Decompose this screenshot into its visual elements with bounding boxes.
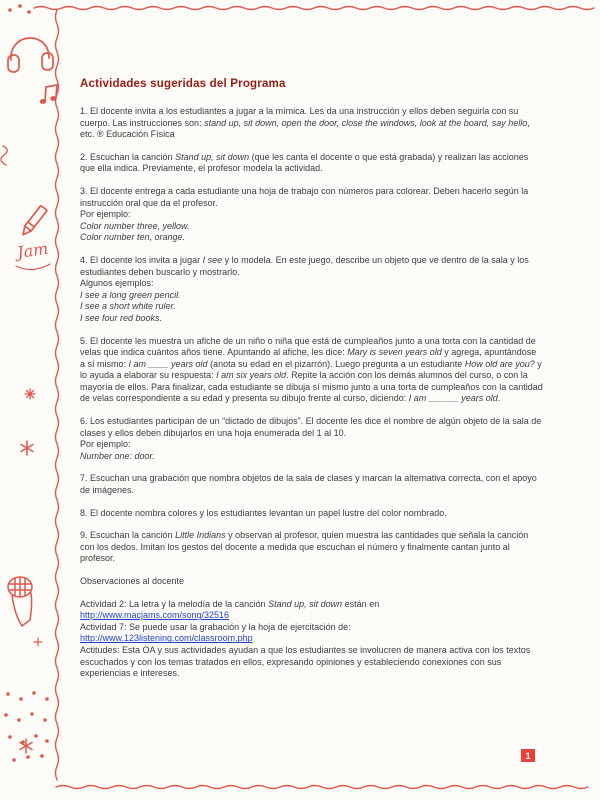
- italic-text-run: I see four red books.: [80, 312, 163, 323]
- text-run: Actitudes: Esta OA y sus actividades ayudan a que los estudiantes se involucren de manera activa con los textos escuchados y con los temas tratados en ellos, expresando opiniones y estableciendo conexiones con sus experiencias e intereses.: [80, 644, 531, 679]
- text-line: [80, 439, 543, 451]
- left-wavy-border: [56, 10, 59, 780]
- text-run: y lo ayuda a elaborar su respuesta:: [80, 358, 542, 381]
- text-run: Actividad 2: La letra y la melodía de la canción: [80, 598, 269, 609]
- text-line: [80, 416, 543, 439]
- text-run: Por ejemplo:: [80, 209, 131, 220]
- text-run: . Repite la acción con los demás alumnos del curso, o con la mayoría de ellos. Para finalizar, cada estudiante se dibuja sí mismo junto a una torta de cumpleaños con la cantidad de velas correspondiente a su edad y presenta su dibujo frente al curso, diciendo:: [80, 370, 543, 404]
- headphones-icon: [8, 38, 53, 72]
- activity-8: [80, 508, 543, 520]
- activity-1: [80, 106, 543, 141]
- italic-text-run: How old are you?: [464, 358, 535, 369]
- text-run: Actividad 7: Se puede usar la grabación y la hoja de ejercitación de:: [80, 621, 351, 632]
- text-run: 9. Escuchan la canción: [80, 530, 176, 541]
- microphone-icon: [8, 577, 32, 626]
- italic-text-run: Stand up, sit down: [175, 151, 250, 162]
- page-title: Actividades sugeridas del Programa: [80, 78, 286, 90]
- italic-text-run: Color number ten, orange.: [80, 232, 186, 243]
- dots-pattern: [4, 4, 49, 762]
- text-run: 8. El docente nombra colores y los estudiantes levantan un papel lustre del color nombrado.: [80, 507, 447, 518]
- text-run: 5. El docente les muestra un afiche de un niño o niña que está de cumpleaños junto a una torta con la cantidad de velas que indica cuántos años tiene. Apuntando al afiche, les dice:: [80, 335, 536, 358]
- text-run: 2. Escuchan la canción: [80, 151, 176, 162]
- text-line: [80, 290, 543, 302]
- music-note-icon: [40, 85, 57, 104]
- italic-text-run: I see a long green pencil.: [80, 289, 181, 300]
- content-area: [80, 78, 543, 691]
- text-run: 1. El docente invita a los estudiantes a jugar a la mímica. Les da una instrucción y ellos deben seguirla con su cuerpo. Las instrucciones son:: [80, 106, 519, 128]
- italic-text-run: Stand up, sit down: [268, 598, 343, 609]
- pencil-icon: [20, 206, 47, 238]
- italic-text-run: Mary is seven years old: [347, 347, 442, 358]
- jam-doodle-text: Jam: [15, 238, 50, 262]
- text-run: 3. El docente entrega a cada estudiante una hoja de trabajo con números para colorear. Deben hacerlo según la instrucción oral que da el profesor.: [80, 185, 529, 208]
- asterisk-icon: [21, 441, 33, 455]
- sparkle-icon-2: [34, 638, 42, 646]
- activity-6: [80, 416, 543, 462]
- text-line: [80, 209, 543, 221]
- text-run: , etc. ® Educación Física: [80, 117, 530, 140]
- text-line: [80, 106, 543, 141]
- text-line: [80, 576, 543, 588]
- italic-text-run: Color number three, yellow.: [80, 220, 190, 231]
- text-line: [80, 221, 543, 233]
- italic-text-run: Number one: door.: [80, 450, 155, 461]
- asterisk-icon-2: [20, 739, 32, 753]
- text-line: [80, 278, 543, 290]
- text-run: 7. Escuchan una grabación que nombra objetos de la sala de clases y marcan la alternativa correcta, con el apoyo de imágenes.: [80, 473, 537, 496]
- text-run: (que les canta el docente o que está grabada) y realizan las acciones que ella indica. Previamente, el profesor modela la actividad.: [80, 151, 529, 174]
- text-line: [80, 186, 543, 209]
- text-run: (anota su edad en el pizarrón). Luego pregunta a un estudiante: [207, 358, 465, 369]
- top-wavy-border: [34, 7, 594, 10]
- text-line: [80, 530, 543, 565]
- text-run: y lo modela. En este juego, describe un objeto que ve dentro de la sala y los estudiantes deben buscarlo y mostrarlo.: [80, 254, 529, 277]
- hyperlink[interactable]: http://www.123listening.com/classroom.php: [80, 633, 253, 644]
- observations-heading: [80, 576, 543, 588]
- activity-4: [80, 255, 543, 325]
- text-line: [80, 599, 543, 611]
- italic-text-run: I am six years old: [216, 370, 287, 381]
- text-run: y observan al profesor, quien muestra las cantidades que señala la canción con los dedos. Imitan los gestos del docente a medida que escuchan el número y finalmente cantan junto al profesor.: [80, 530, 529, 564]
- activity-3: [80, 186, 543, 244]
- text-line: [80, 313, 543, 325]
- observations-detail: [80, 599, 543, 680]
- text-line: [80, 508, 543, 520]
- text-run: 6. Los estudiantes participan de un “dictado de dibujos”. El docente les dice el nombre de algún objeto de la sala de clases y ellos deben dibujarlos en una hoja enumerada del 1 al 10.: [80, 416, 542, 438]
- italic-text-run: stand up, sit down, open the door, close the windows, look at the board, say hello: [204, 117, 528, 128]
- hyperlink[interactable]: http://www.macjams.com/song/32516: [80, 610, 230, 621]
- activity-5: [80, 336, 543, 406]
- italic-text-run: Little Indians: [175, 530, 226, 541]
- italic-text-run: I see: [202, 254, 223, 265]
- activity-2: [80, 152, 543, 175]
- bottom-wavy-border: [56, 786, 588, 789]
- sparkle-icon: [25, 389, 35, 399]
- italic-text-run: I am ______ years old: [408, 393, 498, 404]
- text-run: están en: [342, 598, 380, 609]
- flourish-icon: [16, 264, 50, 270]
- text-run: Algunos ejemplos:: [80, 278, 154, 289]
- text-line: [80, 473, 543, 496]
- squiggle-icon: [1, 146, 7, 165]
- text-line: [80, 633, 543, 645]
- italic-text-run: I see a short white ruler.: [80, 301, 176, 312]
- text-run: 4. El docente los invita a jugar: [80, 254, 203, 265]
- text-line: [80, 232, 543, 244]
- text-line: [80, 645, 543, 680]
- text-run: .: [497, 393, 501, 404]
- text-line: [80, 622, 543, 634]
- text-run: Por ejemplo:: [80, 439, 131, 450]
- text-line: [80, 336, 543, 406]
- text-line: [80, 451, 543, 463]
- text-line: [80, 152, 543, 175]
- text-line: [80, 610, 543, 622]
- page-number-badge: [521, 749, 535, 762]
- italic-text-run: I am ____ years old: [128, 358, 208, 369]
- text-run: Observaciones al docente: [80, 576, 185, 586]
- activity-9: [80, 530, 543, 565]
- text-line: [80, 255, 543, 278]
- text-line: [80, 301, 543, 313]
- text-run: y agrega, apuntándose a sí mismo:: [80, 347, 537, 369]
- activity-7: [80, 473, 543, 496]
- document-body: [80, 106, 543, 680]
- page-number-value: 1: [525, 750, 531, 761]
